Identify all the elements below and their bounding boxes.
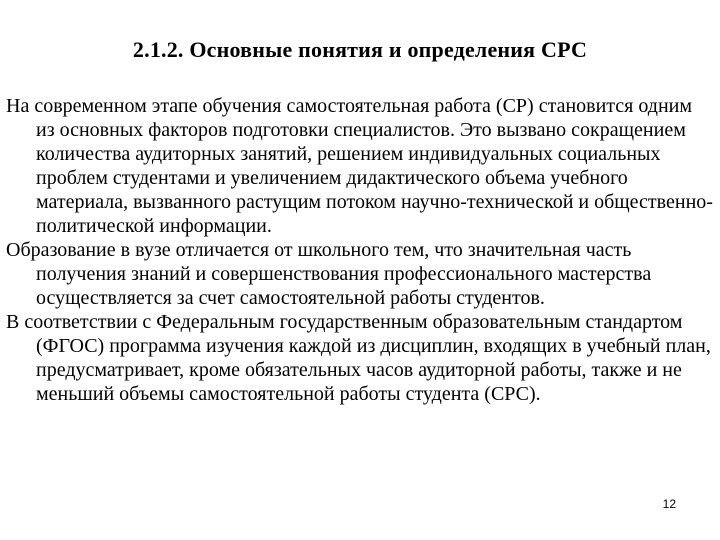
page-number: 12 [662,497,676,511]
paragraph-2: Образование в вузе отличается от школьного тем, что значительная часть получения знаний и совершенствования профессионального мастерства осуществляется за счет самостоятельной работы студентов. [6,239,652,309]
paragraph-3: В соответствии с Федеральным государственным образовательным стандартом (ФГОС) программа изучения каждой из дисциплин, входящих в учебный план, предусматривает, кроме обязательных часов аудиторной работы, также и не меньший объемы самостоятельной работы студента (СРС). [6,311,711,405]
slide-body [6,94,714,406]
paragraph-1: На современном этапе обучения самостоятельная работа (СР) становится одним из основных факторов подготовки специалистов. Это вызвано сокращением количества аудиторных занятий, решением индивидуальных социальных проблем студентами и увеличением дидактического объема учебного материала, вызванного растущим потоком научно-технической и общественно-политической информации. [6,95,713,237]
slide-title: 2.1.2. Основные понятия и определения СРС [132,37,588,62]
